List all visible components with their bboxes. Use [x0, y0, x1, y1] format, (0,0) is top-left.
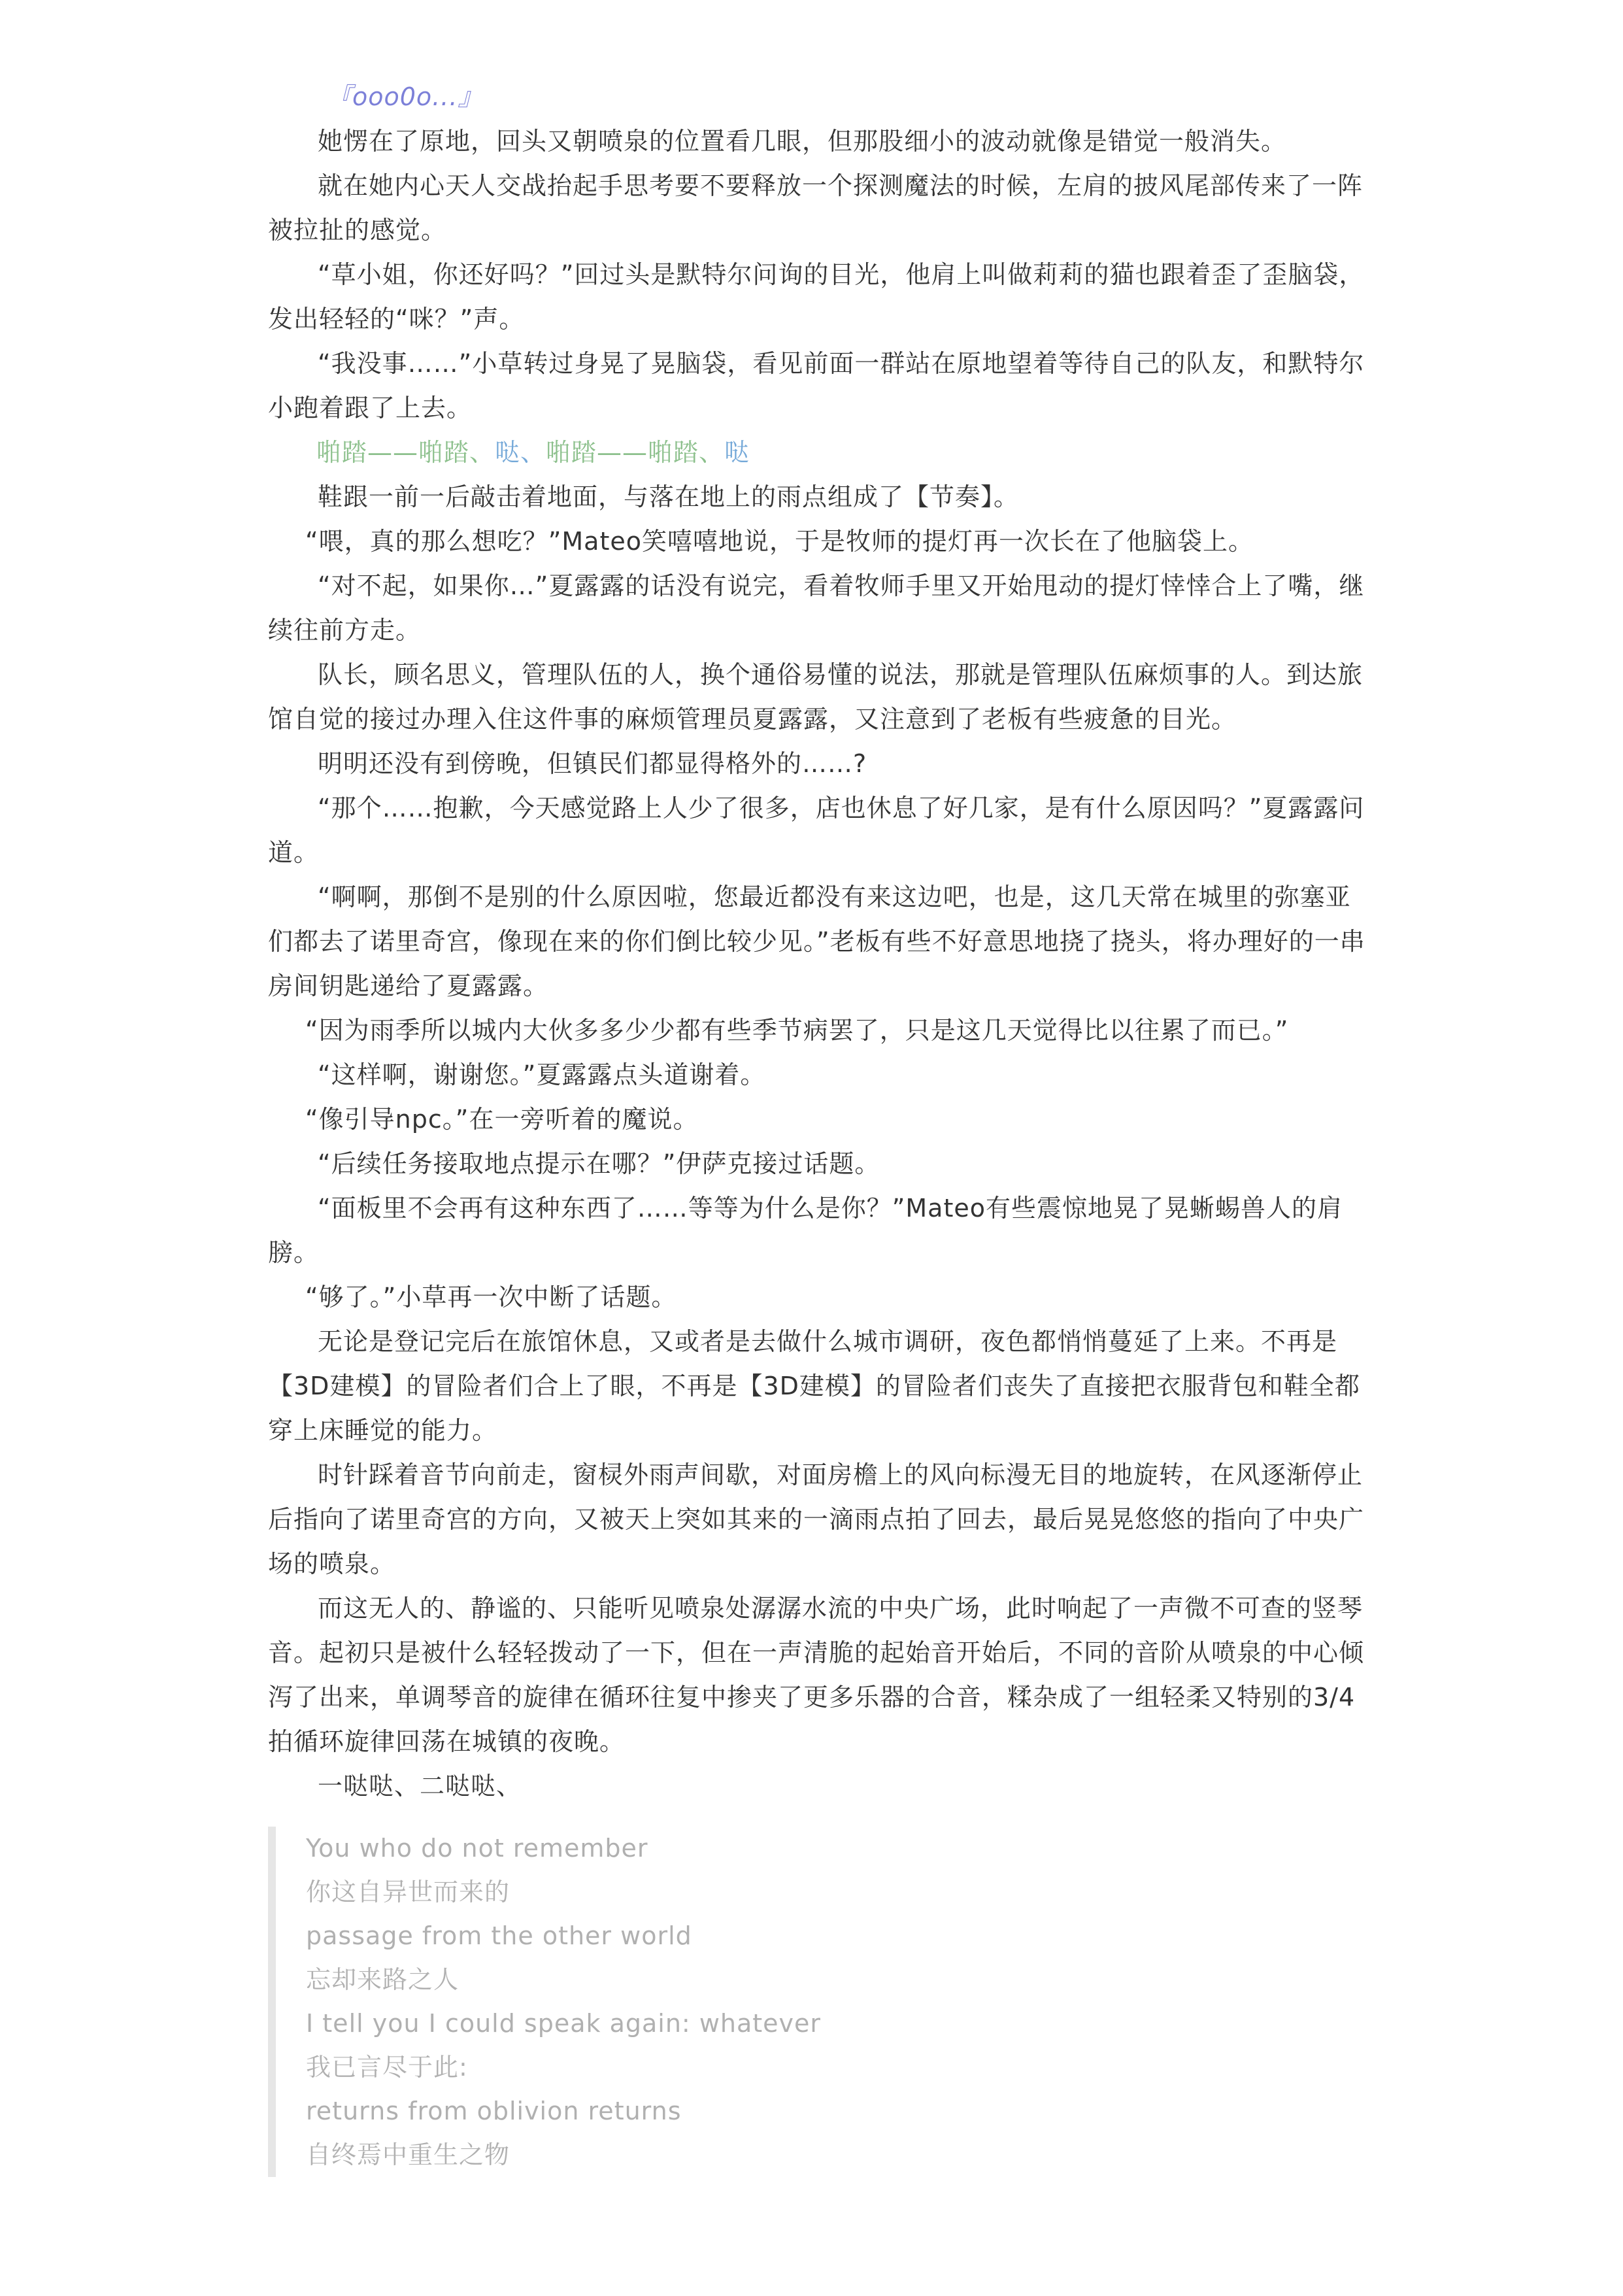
- paragraph: 就在她内心天人交战抬起手思考要不要释放一个探测魔法的时候，左肩的披风尾部传来了一阵被拉扯的感觉。: [268, 171, 1364, 245]
- rhythm-green: 啪踏——啪踏、: [316, 438, 495, 467]
- rhythm-blue: 哒、: [495, 438, 546, 467]
- rhythm-blue: 哒: [724, 438, 750, 467]
- lyric-line: 你这自异世而来的: [306, 1878, 510, 1906]
- paragraph: “够了。”小草再一次中断了话题。: [305, 1283, 677, 1311]
- document-body: [268, 75, 1366, 2177]
- paragraph: “我没事……”小草转过身晃了晃脑袋，看见前面一群站在原地望着等待自己的队友，和默特尔小跑着跟了上去。: [268, 349, 1365, 422]
- rhythm-green: 啪踏——啪踏、: [546, 438, 725, 467]
- lyric-line: 我已言尽于此:: [306, 2053, 468, 2082]
- lyric-line: passage from the other world: [306, 1921, 692, 1950]
- paragraph: 她愣在了原地，回头又朝喷泉的位置看几眼，但那股细小的波动就像是错觉一般消失。: [318, 127, 1287, 156]
- paragraph: “面板里不会再有这种东西了……等等为什么是你？”Mateo有些震惊地晃了晃蜥蜴兽人的肩膀。: [268, 1194, 1343, 1267]
- lyric-line: 自终焉中重生之物: [306, 2140, 510, 2169]
- paragraph: 时针踩着音节向前走，窗棂外雨声间歇，对面房檐上的风向标漫无目的地旋转，在风逐渐停止后指向了诺里奇宫的方向，又被天上突如其来的一滴雨点拍了回去，最后晃晃悠悠的指向了中央广场的喷泉。: [268, 1460, 1365, 1578]
- lyric-line: returns from oblivion returns: [306, 2097, 682, 2125]
- paragraph: 一哒哒、二哒哒、: [318, 1772, 522, 1800]
- paragraph: “喂，真的那么想吃？”Mateo笑嘻嘻地说，于是牧师的提灯再一次长在了他脑袋上。: [305, 527, 1254, 556]
- paragraph: 而这无人的、静谧的、只能听见喷泉处潺潺水流的中央广场，此时响起了一声微不可查的竖琴音。起初只是被什么轻轻拨动了一下，但在一声清脆的起始音开始后，不同的音阶从喷泉的中心倾泻了出来，单调琴音的旋律在循环往复中掺夹了更多乐器的合音，糅杂成了一组轻柔又特别的3/4拍循环旋律回荡在城镇的夜晚。: [268, 1594, 1365, 1756]
- opening-line: 『ooo0o...』: [327, 82, 484, 111]
- paragraph: 明明还没有到傍晚，但镇民们都显得格外的……?: [318, 749, 867, 778]
- paragraph: 队长，顾名思义，管理队伍的人，换个通俗易懂的说法，那就是管理队伍麻烦事的人。到达旅馆自觉的接过办理入住这件事的麻烦管理员夏露露，又注意到了老板有些疲惫的目光。: [268, 660, 1364, 734]
- paragraph: “像引导npc。”在一旁听着的魔说。: [305, 1105, 699, 1134]
- rhythm-line: [268, 430, 1366, 475]
- paragraph: “对不起，如果你…”夏露露的话没有说完，看着牧师手里又开始甩动的提灯悻悻合上了嘴，继续往前方走。: [268, 571, 1365, 645]
- paragraph: “因为雨季所以城内大伙多多少少都有些季节病罢了，只是这几天觉得比以往累了而已。”: [305, 1016, 1289, 1045]
- paragraph: “草小姐，你还好吗？”回过头是默特尔问询的目光，他肩上叫做莉莉的猫也跟着歪了歪脑袋，发出轻轻的“咪？”声。: [268, 260, 1365, 333]
- lyrics-blockquote: [268, 1827, 1366, 2177]
- lyric-line: I tell you I could speak again: whatever: [306, 2009, 822, 2038]
- paragraph: “啊啊，那倒不是别的什么原因啦，您最近都没有来这边吧，也是，这几天常在城里的弥塞亚们都去了诺里奇宫，像现在来的你们倒比较少见。”老板有些不好意思地挠了挠头，将办理好的一串房间钥匙递给了夏露露。: [268, 883, 1365, 1000]
- paragraph: 无论是登记完后在旅馆休息，又或者是去做什么城市调研，夜色都悄悄蔓延了上来。不再是【3D建模】的冒险者们合上了眼，不再是【3D建模】的冒险者们丧失了直接把衣服背包和鞋全都穿上床睡觉的能力。: [268, 1327, 1360, 1445]
- paragraph: 鞋跟一前一后敲击着地面，与落在地上的雨点组成了【节奏】。: [318, 482, 1020, 511]
- paragraph: “后续任务接取地点提示在哪？”伊萨克接过话题。: [318, 1149, 880, 1178]
- paragraph: “那个……抱歉，今天感觉路上人少了很多，店也休息了好几家，是有什么原因吗？”夏露露问道。: [268, 794, 1365, 867]
- paragraph: “这样啊，谢谢您。”夏露露点头道谢着。: [318, 1060, 766, 1089]
- lyric-line: 忘却来路之人: [306, 1965, 460, 1994]
- lyric-line: You who do not remember: [306, 1834, 648, 1863]
